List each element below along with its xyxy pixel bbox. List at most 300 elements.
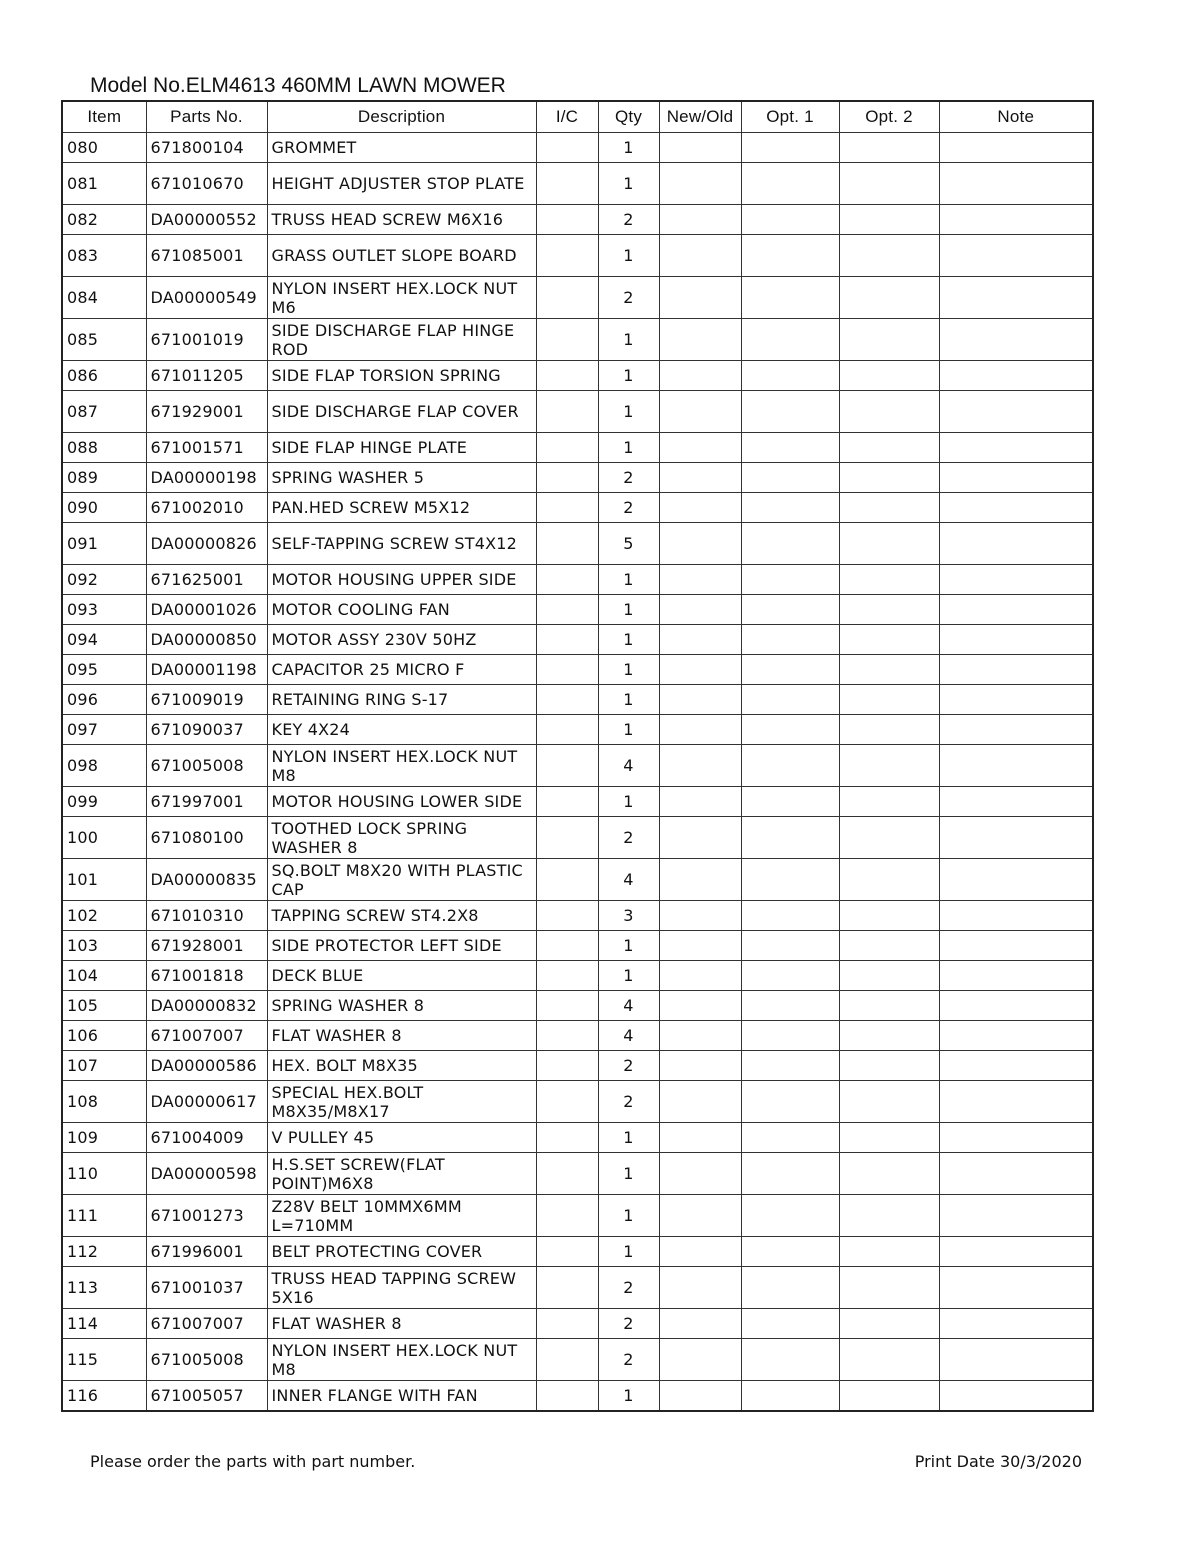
qty-cell: 1 — [598, 1123, 659, 1153]
note-cell — [939, 277, 1093, 319]
table-row — [62, 685, 1093, 715]
opt1-cell — [741, 901, 839, 931]
item-cell: 115 — [62, 1339, 146, 1381]
parts-no-cell: 671928001 — [146, 931, 267, 961]
new-old-cell — [659, 1267, 741, 1309]
opt1-cell — [741, 1021, 839, 1051]
item-cell: 104 — [62, 961, 146, 991]
new-old-cell — [659, 1309, 741, 1339]
opt1-cell — [741, 685, 839, 715]
note-cell — [939, 361, 1093, 391]
description-cell: SPRING WASHER 8 — [267, 991, 536, 1021]
qty-cell: 1 — [598, 163, 659, 205]
description-cell: TRUSS HEAD TAPPING SCREW 5X16 — [267, 1267, 536, 1309]
item-cell: 087 — [62, 391, 146, 433]
ic-cell — [536, 1081, 598, 1123]
column-header-parts-no: Parts No. — [146, 101, 267, 133]
note-cell — [939, 205, 1093, 235]
note-cell — [939, 523, 1093, 565]
description-cell: SIDE DISCHARGE FLAP HINGE ROD — [267, 319, 536, 361]
ic-cell — [536, 715, 598, 745]
parts-no-cell: DA00000552 — [146, 205, 267, 235]
description-cell: SIDE PROTECTOR LEFT SIDE — [267, 931, 536, 961]
opt1-cell — [741, 235, 839, 277]
note-cell — [939, 493, 1093, 523]
note-cell — [939, 1051, 1093, 1081]
parts-no-cell: DA00000832 — [146, 991, 267, 1021]
item-cell: 106 — [62, 1021, 146, 1051]
note-cell — [939, 817, 1093, 859]
opt1-cell — [741, 361, 839, 391]
table-row — [62, 715, 1093, 745]
qty-cell: 1 — [598, 931, 659, 961]
table-row — [62, 1309, 1093, 1339]
description-cell: DECK BLUE — [267, 961, 536, 991]
table-row — [62, 277, 1093, 319]
new-old-cell — [659, 235, 741, 277]
table-row — [62, 1237, 1093, 1267]
opt2-cell — [839, 685, 939, 715]
qty-cell: 1 — [598, 391, 659, 433]
column-header-item: Item — [62, 101, 146, 133]
ic-cell — [536, 961, 598, 991]
parts-no-cell: 671001037 — [146, 1267, 267, 1309]
parts-no-cell: 671004009 — [146, 1123, 267, 1153]
item-cell: 091 — [62, 523, 146, 565]
table-row — [62, 361, 1093, 391]
opt1-cell — [741, 961, 839, 991]
ic-cell — [536, 433, 598, 463]
table-row — [62, 625, 1093, 655]
qty-cell: 1 — [598, 655, 659, 685]
table-row — [62, 655, 1093, 685]
note-cell — [939, 1237, 1093, 1267]
opt1-cell — [741, 1123, 839, 1153]
opt2-cell — [839, 1153, 939, 1195]
opt1-cell — [741, 133, 839, 163]
opt2-cell — [839, 1339, 939, 1381]
opt2-cell — [839, 463, 939, 493]
opt2-cell — [839, 1081, 939, 1123]
ic-cell — [536, 1195, 598, 1237]
opt1-cell — [741, 1081, 839, 1123]
table-row — [62, 1021, 1093, 1051]
opt2-cell — [839, 391, 939, 433]
table-row — [62, 235, 1093, 277]
new-old-cell — [659, 1153, 741, 1195]
parts-no-cell: 671001019 — [146, 319, 267, 361]
opt1-cell — [741, 1195, 839, 1237]
note-cell — [939, 787, 1093, 817]
new-old-cell — [659, 817, 741, 859]
new-old-cell — [659, 901, 741, 931]
item-cell: 110 — [62, 1153, 146, 1195]
opt2-cell — [839, 1309, 939, 1339]
opt2-cell — [839, 1021, 939, 1051]
item-cell: 092 — [62, 565, 146, 595]
qty-cell: 5 — [598, 523, 659, 565]
opt2-cell — [839, 1381, 939, 1412]
note-cell — [939, 391, 1093, 433]
table-row — [62, 1339, 1093, 1381]
new-old-cell — [659, 655, 741, 685]
note-cell — [939, 715, 1093, 745]
new-old-cell — [659, 595, 741, 625]
table-row — [62, 163, 1093, 205]
parts-no-cell: 671010670 — [146, 163, 267, 205]
note-cell — [939, 625, 1093, 655]
ic-cell — [536, 1339, 598, 1381]
table-row — [62, 133, 1093, 163]
ic-cell — [536, 523, 598, 565]
opt1-cell — [741, 655, 839, 685]
parts-no-cell: 671005057 — [146, 1381, 267, 1412]
ic-cell — [536, 817, 598, 859]
new-old-cell — [659, 787, 741, 817]
description-cell: SIDE FLAP HINGE PLATE — [267, 433, 536, 463]
description-cell: PAN.HED SCREW M5X12 — [267, 493, 536, 523]
table-row — [62, 787, 1093, 817]
opt2-cell — [839, 1123, 939, 1153]
note-cell — [939, 463, 1093, 493]
new-old-cell — [659, 1339, 741, 1381]
table-row — [62, 205, 1093, 235]
opt1-cell — [741, 1309, 839, 1339]
opt2-cell — [839, 205, 939, 235]
parts-no-cell: 671010310 — [146, 901, 267, 931]
item-cell: 107 — [62, 1051, 146, 1081]
parts-no-cell: 671090037 — [146, 715, 267, 745]
opt2-cell — [839, 163, 939, 205]
column-header-ic: I/C — [536, 101, 598, 133]
parts-no-cell: DA00000835 — [146, 859, 267, 901]
parts-no-cell: DA00000198 — [146, 463, 267, 493]
ic-cell — [536, 235, 598, 277]
table-body — [62, 133, 1093, 1412]
item-cell: 081 — [62, 163, 146, 205]
qty-cell: 1 — [598, 235, 659, 277]
ic-cell — [536, 1051, 598, 1081]
ic-cell — [536, 361, 598, 391]
parts-table — [61, 100, 1094, 1412]
parts-no-cell: 671001273 — [146, 1195, 267, 1237]
new-old-cell — [659, 1237, 741, 1267]
item-cell: 113 — [62, 1267, 146, 1309]
parts-no-cell: 671085001 — [146, 235, 267, 277]
qty-cell: 1 — [598, 1195, 659, 1237]
parts-no-cell: 671011205 — [146, 361, 267, 391]
opt1-cell — [741, 1237, 839, 1267]
qty-cell: 2 — [598, 277, 659, 319]
ic-cell — [536, 277, 598, 319]
column-header-description: Description — [267, 101, 536, 133]
note-cell — [939, 1153, 1093, 1195]
ic-cell — [536, 625, 598, 655]
opt1-cell — [741, 625, 839, 655]
new-old-cell — [659, 277, 741, 319]
description-cell: HEIGHT ADJUSTER STOP PLATE — [267, 163, 536, 205]
table-row — [62, 859, 1093, 901]
table-row — [62, 931, 1093, 961]
ic-cell — [536, 595, 598, 625]
new-old-cell — [659, 961, 741, 991]
column-header-opt2: Opt. 2 — [839, 101, 939, 133]
opt1-cell — [741, 1153, 839, 1195]
description-cell: MOTOR HOUSING LOWER SIDE — [267, 787, 536, 817]
new-old-cell — [659, 685, 741, 715]
opt2-cell — [839, 1267, 939, 1309]
item-cell: 114 — [62, 1309, 146, 1339]
new-old-cell — [659, 991, 741, 1021]
opt1-cell — [741, 565, 839, 595]
new-old-cell — [659, 565, 741, 595]
new-old-cell — [659, 625, 741, 655]
opt1-cell — [741, 715, 839, 745]
item-cell: 085 — [62, 319, 146, 361]
qty-cell: 1 — [598, 1381, 659, 1412]
new-old-cell — [659, 1021, 741, 1051]
item-cell: 116 — [62, 1381, 146, 1412]
note-cell — [939, 1021, 1093, 1051]
item-cell: 105 — [62, 991, 146, 1021]
parts-no-cell: 671001818 — [146, 961, 267, 991]
note-cell — [939, 685, 1093, 715]
item-cell: 093 — [62, 595, 146, 625]
new-old-cell — [659, 1051, 741, 1081]
item-cell: 111 — [62, 1195, 146, 1237]
note-cell — [939, 433, 1093, 463]
table-row — [62, 1123, 1093, 1153]
table-row — [62, 595, 1093, 625]
new-old-cell — [659, 133, 741, 163]
note-cell — [939, 133, 1093, 163]
description-cell: SPECIAL HEX.BOLT M8X35/M8X17 — [267, 1081, 536, 1123]
note-cell — [939, 235, 1093, 277]
qty-cell: 2 — [598, 1051, 659, 1081]
description-cell: INNER FLANGE WITH FAN — [267, 1381, 536, 1412]
opt1-cell — [741, 277, 839, 319]
parts-no-cell: 671005008 — [146, 745, 267, 787]
parts-no-cell: 671007007 — [146, 1309, 267, 1339]
new-old-cell — [659, 391, 741, 433]
qty-cell: 1 — [598, 715, 659, 745]
item-cell: 103 — [62, 931, 146, 961]
opt2-cell — [839, 1051, 939, 1081]
qty-cell: 2 — [598, 1339, 659, 1381]
note-cell — [939, 1081, 1093, 1123]
table-row — [62, 391, 1093, 433]
opt1-cell — [741, 1339, 839, 1381]
item-cell: 086 — [62, 361, 146, 391]
qty-cell: 4 — [598, 991, 659, 1021]
item-cell: 100 — [62, 817, 146, 859]
note-cell — [939, 901, 1093, 931]
ic-cell — [536, 901, 598, 931]
note-cell — [939, 1309, 1093, 1339]
note-cell — [939, 745, 1093, 787]
note-cell — [939, 1195, 1093, 1237]
parts-no-cell: 671800104 — [146, 133, 267, 163]
qty-cell: 1 — [598, 685, 659, 715]
qty-cell: 1 — [598, 361, 659, 391]
table-row — [62, 901, 1093, 931]
description-cell: FLAT WASHER 8 — [267, 1309, 536, 1339]
description-cell: SIDE FLAP TORSION SPRING — [267, 361, 536, 391]
opt1-cell — [741, 163, 839, 205]
new-old-cell — [659, 463, 741, 493]
description-cell: H.S.SET SCREW(FLAT POINT)M6X8 — [267, 1153, 536, 1195]
opt2-cell — [839, 655, 939, 685]
new-old-cell — [659, 319, 741, 361]
description-cell: KEY 4X24 — [267, 715, 536, 745]
qty-cell: 1 — [598, 565, 659, 595]
parts-no-cell: 671009019 — [146, 685, 267, 715]
note-cell — [939, 655, 1093, 685]
description-cell: TOOTHED LOCK SPRING WASHER 8 — [267, 817, 536, 859]
new-old-cell — [659, 931, 741, 961]
table-row — [62, 1195, 1093, 1237]
opt2-cell — [839, 319, 939, 361]
qty-cell: 1 — [598, 1237, 659, 1267]
opt2-cell — [839, 1237, 939, 1267]
description-cell: GRASS OUTLET SLOPE BOARD — [267, 235, 536, 277]
table-row — [62, 817, 1093, 859]
item-cell: 084 — [62, 277, 146, 319]
opt1-cell — [741, 523, 839, 565]
table-row — [62, 463, 1093, 493]
note-cell — [939, 1267, 1093, 1309]
opt1-cell — [741, 991, 839, 1021]
description-cell: GROMMET — [267, 133, 536, 163]
ic-cell — [536, 1021, 598, 1051]
item-cell: 102 — [62, 901, 146, 931]
qty-cell: 1 — [598, 319, 659, 361]
table-row — [62, 1267, 1093, 1309]
new-old-cell — [659, 1195, 741, 1237]
description-cell: TRUSS HEAD SCREW M6X16 — [267, 205, 536, 235]
new-old-cell — [659, 361, 741, 391]
description-cell: FLAT WASHER 8 — [267, 1021, 536, 1051]
qty-cell: 4 — [598, 859, 659, 901]
qty-cell: 1 — [598, 961, 659, 991]
opt2-cell — [839, 745, 939, 787]
new-old-cell — [659, 1081, 741, 1123]
item-cell: 082 — [62, 205, 146, 235]
parts-no-cell: DA00000549 — [146, 277, 267, 319]
parts-no-cell: DA00001026 — [146, 595, 267, 625]
ic-cell — [536, 565, 598, 595]
note-cell — [939, 163, 1093, 205]
description-cell: MOTOR COOLING FAN — [267, 595, 536, 625]
opt2-cell — [839, 715, 939, 745]
item-cell: 096 — [62, 685, 146, 715]
ic-cell — [536, 991, 598, 1021]
ic-cell — [536, 163, 598, 205]
opt2-cell — [839, 787, 939, 817]
note-cell — [939, 1339, 1093, 1381]
description-cell: CAPACITOR 25 MICRO F — [267, 655, 536, 685]
opt2-cell — [839, 961, 939, 991]
parts-no-cell: DA00000598 — [146, 1153, 267, 1195]
opt2-cell — [839, 931, 939, 961]
column-header-opt1: Opt. 1 — [741, 101, 839, 133]
opt2-cell — [839, 523, 939, 565]
table-row — [62, 319, 1093, 361]
item-cell: 101 — [62, 859, 146, 901]
item-cell: 094 — [62, 625, 146, 655]
opt1-cell — [741, 1051, 839, 1081]
new-old-cell — [659, 523, 741, 565]
parts-no-cell: 671001571 — [146, 433, 267, 463]
item-cell: 088 — [62, 433, 146, 463]
table-row — [62, 1081, 1093, 1123]
opt2-cell — [839, 433, 939, 463]
note-cell — [939, 1381, 1093, 1412]
opt2-cell — [839, 133, 939, 163]
opt1-cell — [741, 1267, 839, 1309]
ic-cell — [536, 1153, 598, 1195]
table-row — [62, 565, 1093, 595]
opt1-cell — [741, 745, 839, 787]
ic-cell — [536, 391, 598, 433]
note-cell — [939, 859, 1093, 901]
item-cell: 099 — [62, 787, 146, 817]
new-old-cell — [659, 1123, 741, 1153]
note-cell — [939, 595, 1093, 625]
qty-cell: 1 — [598, 1153, 659, 1195]
description-cell: BELT PROTECTING COVER — [267, 1237, 536, 1267]
opt1-cell — [741, 319, 839, 361]
opt1-cell — [741, 595, 839, 625]
qty-cell: 2 — [598, 463, 659, 493]
order-note: Please order the parts with part number. — [90, 1452, 416, 1471]
description-cell: NYLON INSERT HEX.LOCK NUT M8 — [267, 745, 536, 787]
opt1-cell — [741, 931, 839, 961]
qty-cell: 2 — [598, 493, 659, 523]
parts-no-cell: DA00001198 — [146, 655, 267, 685]
qty-cell: 1 — [598, 595, 659, 625]
opt2-cell — [839, 991, 939, 1021]
qty-cell: 1 — [598, 133, 659, 163]
column-header-qty: Qty — [598, 101, 659, 133]
item-cell: 083 — [62, 235, 146, 277]
parts-no-cell: DA00000586 — [146, 1051, 267, 1081]
parts-no-cell: 671997001 — [146, 787, 267, 817]
new-old-cell — [659, 1381, 741, 1412]
parts-no-cell: 671929001 — [146, 391, 267, 433]
table-row — [62, 1153, 1093, 1195]
ic-cell — [536, 1267, 598, 1309]
parts-no-cell: 671007007 — [146, 1021, 267, 1051]
opt1-cell — [741, 493, 839, 523]
ic-cell — [536, 931, 598, 961]
parts-no-cell: 671996001 — [146, 1237, 267, 1267]
opt2-cell — [839, 493, 939, 523]
qty-cell: 1 — [598, 433, 659, 463]
page-title: Model No.ELM4613 460MM LAWN MOWER — [90, 74, 506, 97]
ic-cell — [536, 859, 598, 901]
opt1-cell — [741, 205, 839, 235]
ic-cell — [536, 493, 598, 523]
description-cell: SELF-TAPPING SCREW ST4X12 — [267, 523, 536, 565]
parts-no-cell: 671625001 — [146, 565, 267, 595]
description-cell: HEX. BOLT M8X35 — [267, 1051, 536, 1081]
ic-cell — [536, 1309, 598, 1339]
description-cell: MOTOR HOUSING UPPER SIDE — [267, 565, 536, 595]
opt1-cell — [741, 391, 839, 433]
table-row — [62, 961, 1093, 991]
table-row — [62, 745, 1093, 787]
